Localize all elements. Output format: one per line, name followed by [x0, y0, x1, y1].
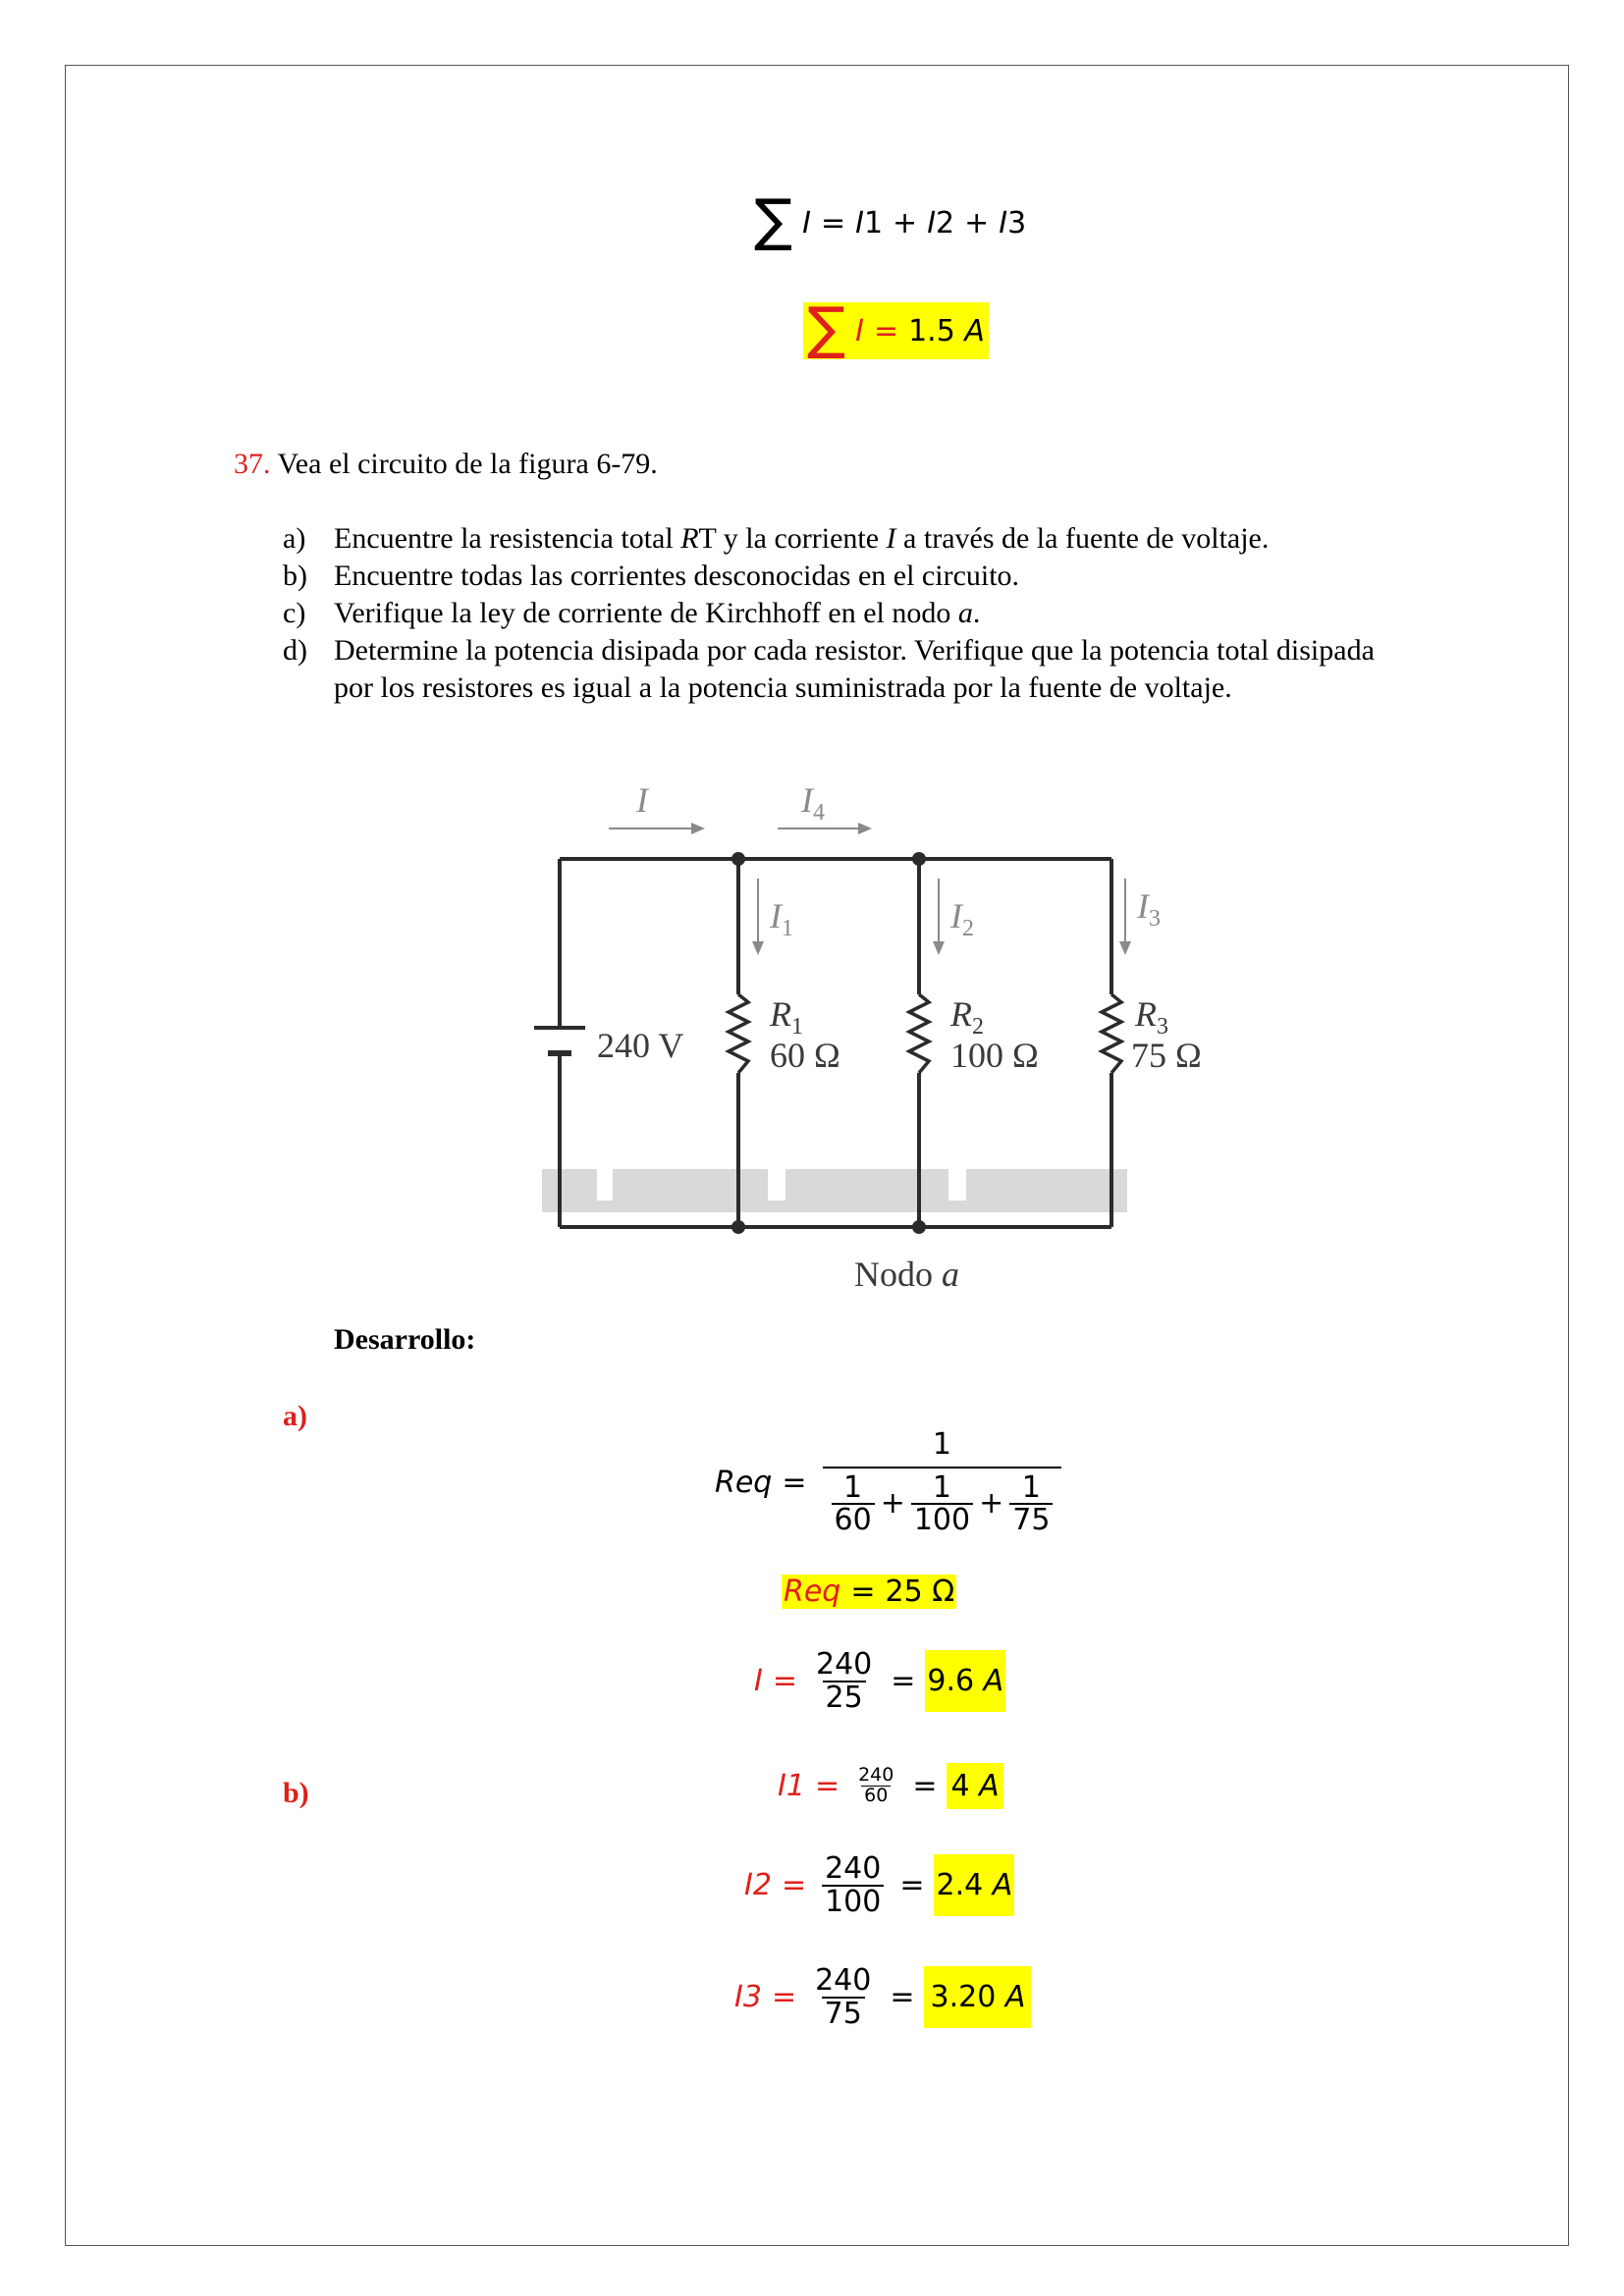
r1-name-label: $R_1$: [770, 994, 803, 1040]
current-i2-label: $I_2$: [950, 896, 974, 941]
r2-value-label: 100 Ω: [950, 1036, 1039, 1075]
problem-text: Vea el circuito de la figura 6-79.: [277, 448, 658, 480]
current-i-result: 9.6 A: [925, 1650, 1005, 1712]
node-a-shading: [542, 1169, 1127, 1212]
node-a-label: Nodo a: [854, 1255, 959, 1294]
req-result: Req = 25 Ω: [784, 1575, 955, 1609]
current-i-equation: I = $\frac{240}{25}$ = 9.6 A: [754, 1647, 1004, 1715]
r1-value-label: 60 Ω: [770, 1036, 840, 1075]
current-arrows: [609, 823, 1131, 955]
current-i4-label: $I_4$: [801, 780, 825, 826]
resistor-r3-symbol: [1102, 994, 1121, 1073]
r3-value-label: 75 Ω: [1131, 1036, 1202, 1075]
current-i-label: I: [636, 780, 648, 820]
r3-name-label: $R_3$: [1135, 994, 1168, 1040]
sum-symbol: ∑: [754, 187, 793, 253]
battery-symbol: [534, 1028, 585, 1053]
source-voltage-label: 240 V: [597, 1026, 684, 1065]
resistor-r1-symbol: [729, 994, 748, 1073]
sum-symbol-red: ∑: [807, 294, 846, 361]
current-i3-equation: I3 = $\frac{240}{75}$ = 3.20 A: [734, 1965, 1031, 2029]
current-i3-result: 3.20 A: [924, 1966, 1031, 2028]
current-i3-label: $I_3$: [1137, 886, 1161, 932]
sum-equation-1: ∑ I = I 1 + I 2 + I 3: [754, 187, 1027, 253]
problem-statement: [234, 446, 658, 483]
circuit-diagram: [530, 780, 1237, 1310]
sum-result-equation: ∑ I = 1.5 A: [803, 302, 989, 359]
r2-name-label: $R_2$: [950, 994, 984, 1040]
resistor-r2-symbol: [909, 994, 929, 1073]
current-i2-result: 2.4 A: [934, 1854, 1014, 1916]
current-i1-label: $I_1$: [770, 896, 793, 941]
solution-heading: Desarrollo:: [334, 1323, 476, 1356]
req-fraction: 1 $\frac{1}{60}$ + $\frac{1}{100}$ + $\frac{1}{75}$: [823, 1429, 1062, 1536]
part-b-label: b): [283, 1777, 309, 1809]
part-a-label: a): [283, 1400, 307, 1432]
current-i1-equation: I1 = $\frac{240}{60}$ = 4 A: [778, 1763, 1003, 1809]
current-i1-result: 4 A: [947, 1763, 1002, 1809]
req-equation: Req = 1 $\frac{1}{60}$ + $\frac{1}{100}$ + $\frac{1}{75}$: [715, 1429, 1067, 1536]
problem-number: 37.: [234, 448, 271, 480]
current-i2-equation: I2 = $\frac{240}{100}$ = 2.4 A: [744, 1851, 1013, 1919]
